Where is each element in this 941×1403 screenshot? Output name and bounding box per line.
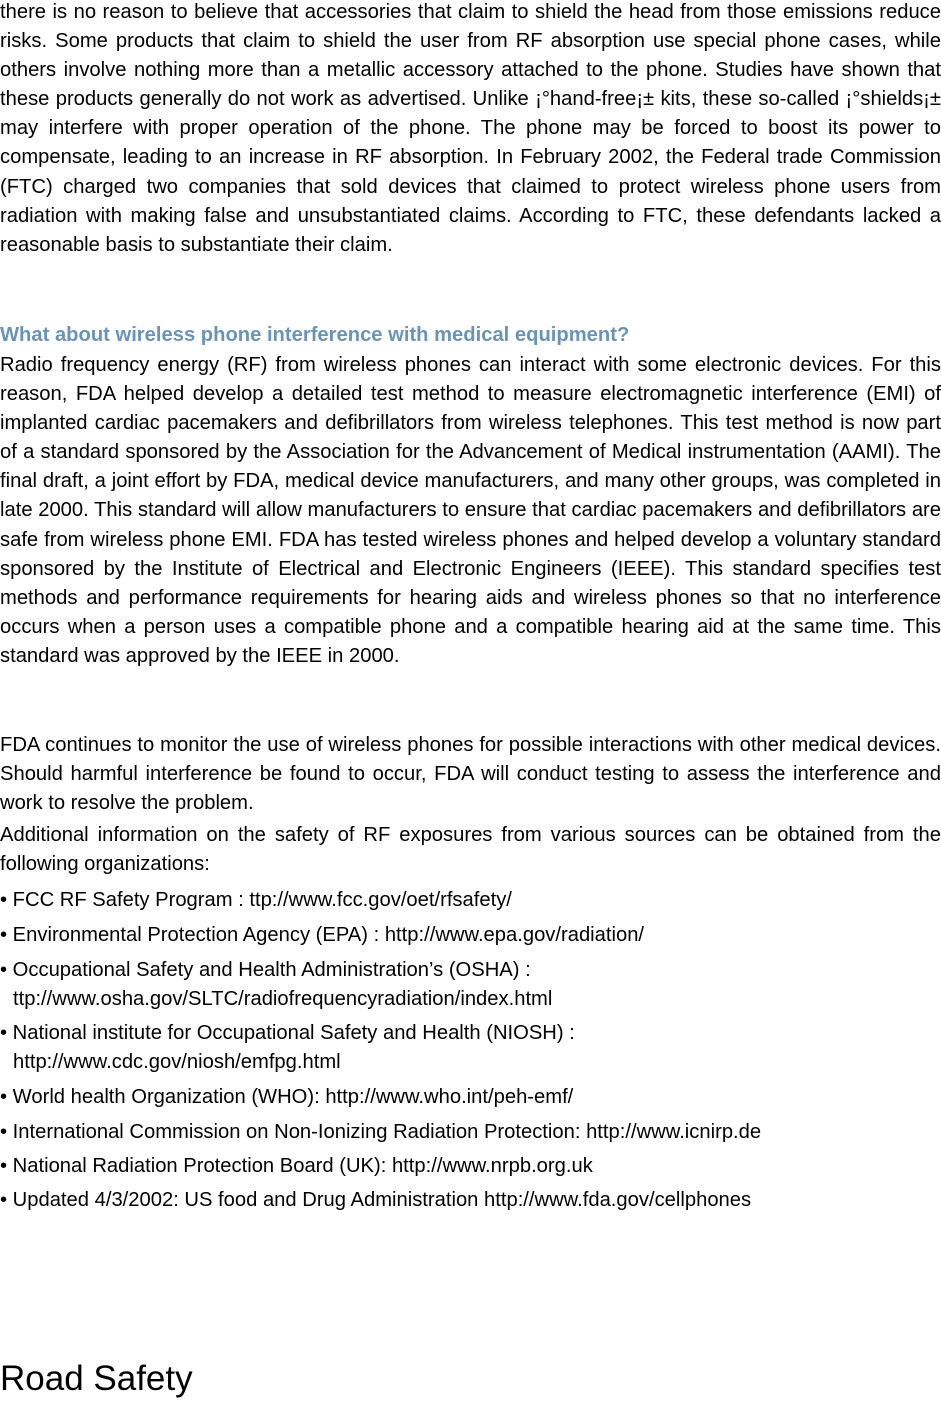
list-item-text: • Occupational Safety and Health Administration’s (OSHA) : [0, 959, 531, 981]
list-item-fda [0, 1186, 751, 1215]
list-item-nrpb [0, 1152, 593, 1181]
list-item-text: • FCC RF Safety Program : ttp://www.fcc.gov/oet/rfsafety/ [0, 889, 512, 911]
fda-monitoring-paragraph: FDA continues to monitor the use of wireless phones for possible interactions with other medical devices. Should harmful interference be found to occur, FDA will conduct testing to assess the interference and work to resolve the problem. [0, 734, 941, 815]
list-item-icnirp [0, 1118, 761, 1147]
list-item-text: • Updated 4/3/2002: US food and Drug Administration http://www.fda.gov/cellphones [0, 1189, 752, 1211]
list-item-text: • National Radiation Protection Board (UK): http://www.nrpb.org.uk [0, 1155, 593, 1177]
list-item-text: • World health Organization (WHO): http://www.who.int/peh-emf/ [0, 1086, 574, 1108]
list-item-niosh [0, 1019, 575, 1077]
additional-info-paragraph: Additional information on the safety of RF exposures from various sources can be obtained from the following organizations: [0, 824, 941, 876]
list-item-epa [0, 921, 644, 950]
intro-paragraph: there is no reason to believe that accessories that claim to shield the head from those emissions reduce risks. Some products that claim to shield the user from RF absorption use special phone cases, while others involve nothing more than a metallic accessory attached to the phone. Studies have shown that these products generally do not work as advertised. Unlike ¡°hand-free¡± kits, these so-called ¡°shields¡± may interfere with proper operation of the phone. The phone may be forced to boost its power to compensate, leading to an increase in RF absorption. In February 2002, the Federal trade Commission (FTC) charged two companies that sold devices that claimed to protect wireless phone users from radiation with making false and unsubstantiated claims. According to FTC, these defendants lacked a reasonable basis to substantiate their claim. [0, 1, 941, 256]
list-item-url: http://www.cdc.gov/niosh/emfpg.html [13, 1051, 341, 1073]
list-item-url: ttp://www.osha.gov/SLTC/radiofrequencyradiation/index.html [13, 988, 553, 1010]
list-item-text: • Environmental Protection Agency (EPA) : http://www.epa.gov/radiation/ [0, 924, 645, 946]
list-item-osha [0, 956, 552, 1014]
section-heading-medical-interference: What about wireless phone interference with medical equipment? [0, 324, 630, 346]
list-item-who [0, 1083, 573, 1112]
list-item-text: • International Commission on Non-Ionizing Radiation Protection: http://www.icnirp.de [0, 1121, 762, 1143]
list-item-fcc [0, 886, 512, 915]
list-item-text: • National institute for Occupational Safety and Health (NIOSH) : [0, 1022, 575, 1044]
rf-interference-paragraph: Radio frequency energy (RF) from wireless phones can interact with some electronic devices. For this reason, FDA helped develop a detailed test method to measure electromagnetic interference (EMI) of implanted cardiac pacemakers and defibrillators from wireless telephones. This test method is now part of a standard sponsored by the Association for the Advancement of Medical instrumentation (AAMI). The final draft, a joint effort by FDA, medical device manufacturers, and many other groups, was completed in late 2000. This standard will allow manufacturers to ensure that cardiac pacemakers and defibrillators are safe from wireless phone EMI. FDA has tested wireless phones and helped develop a voluntary standard sponsored by the Institute of Electrical and Electronic Engineers (IEEE). This standard specifies test methods and performance requirements for hearing aids and wireless phones so that no interference occurs when a person uses a compatible phone and a compatible hearing aid at the same time. This standard was approved by the IEEE in 2000. [0, 354, 941, 667]
road-safety-title: Road Safety [0, 1359, 193, 1398]
